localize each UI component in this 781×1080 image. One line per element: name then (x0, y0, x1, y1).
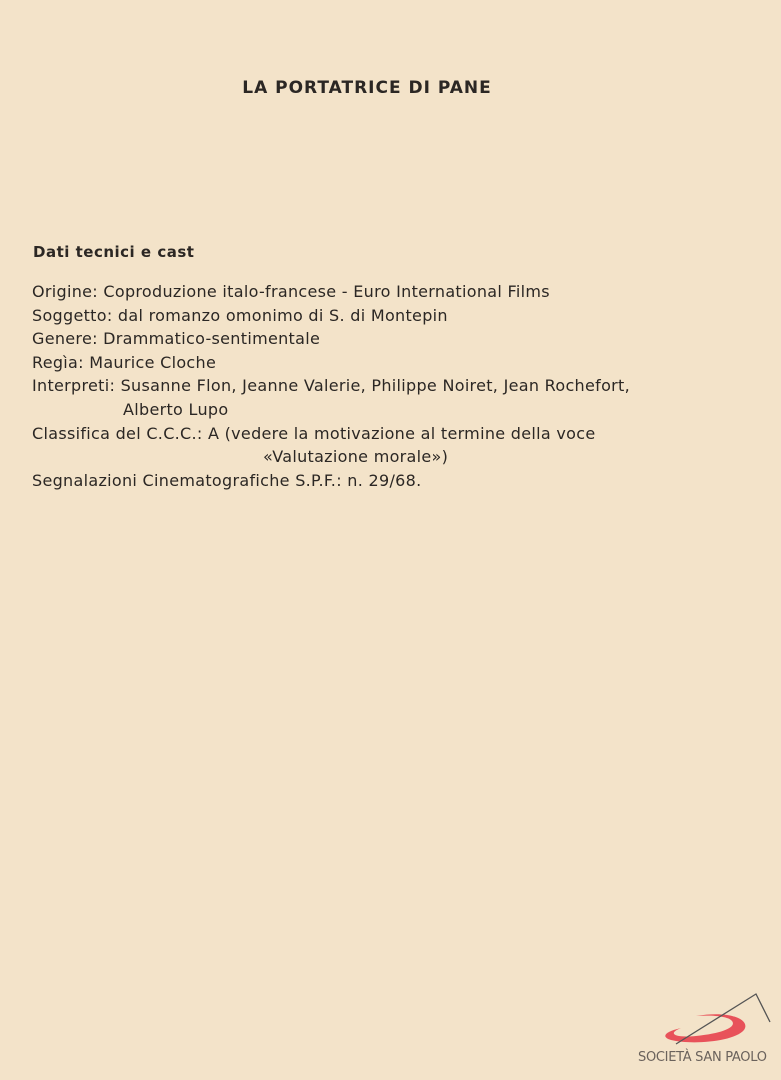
logo-text: SOCIETÀ SAN PAOLO (638, 1050, 767, 1065)
reports-line: Segnalazioni Cinematografiche S.P.F.: n. 29/68. (32, 471, 422, 490)
cast-line-continued: Alberto Lupo (123, 400, 229, 419)
classification-line: Classifica del C.C.C.: A (vedere la motivazione al termine della voce (32, 424, 596, 443)
classification-line-continued: «Valutazione morale») (263, 447, 449, 466)
document-title: LA PORTATRICE DI PANE (242, 78, 492, 98)
origin-line: Origine: Coproduzione italo-francese - Euro International Films (32, 282, 550, 301)
genre-line: Genere: Drammatico-sentimentale (32, 329, 321, 348)
cast-line: Interpreti: Susanne Flon, Jeanne Valerie, Philippe Noiret, Jean Rochefort, (32, 376, 630, 395)
subject-line: Soggetto: dal romanzo omonimo di S. di Montepin (32, 306, 448, 325)
section-heading: Dati tecnici e cast (33, 243, 195, 261)
director-line: Regìa: Maurice Cloche (32, 353, 217, 372)
